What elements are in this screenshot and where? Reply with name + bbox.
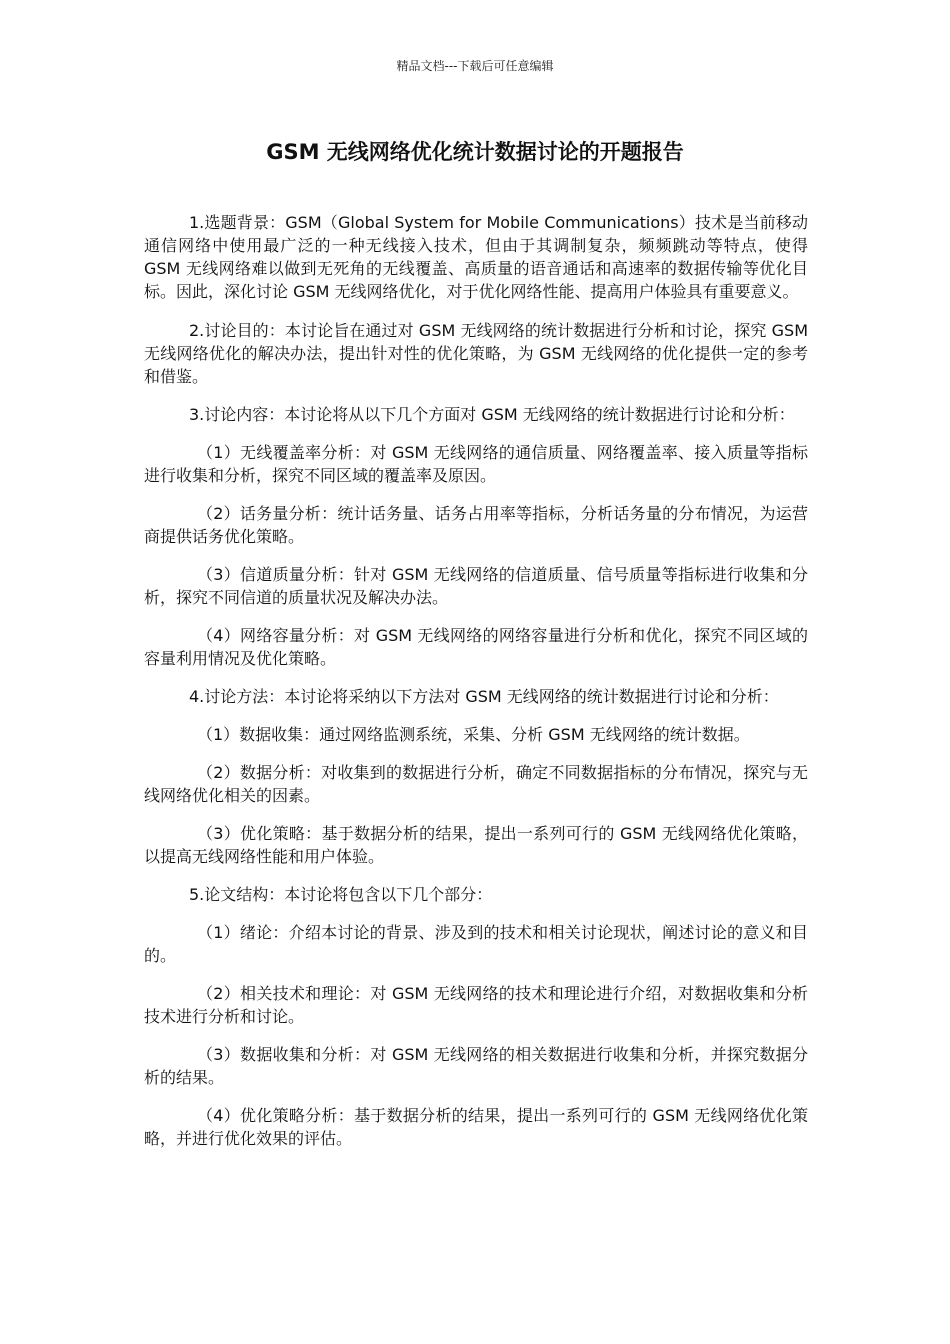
paragraph-content-item-1: （1）无线覆盖率分析：对 GSM 无线网络的通信质量、网络覆盖率、接入质量等指标进行收集和分析，探究不同区域的覆盖率及原因。 bbox=[144, 443, 808, 485]
paragraph-method: 4.讨论方法：本讨论将采纳以下方法对 GSM 无线网络的统计数据进行讨论和分析： bbox=[189, 687, 779, 706]
paragraph-purpose: 2.讨论目的：本讨论旨在通过对 GSM 无线网络的统计数据进行分析和讨论，探究 GSM 无线网络优化的解决办法，提出针对性的优化策略，为 GSM 无线网络的优化提供一定的参考和借鉴。 bbox=[144, 321, 808, 386]
paragraph-content-item-3: （3）信道质量分析：针对 GSM 无线网络的信道质量、信号质量等指标进行收集和分析，探究不同信道的质量状况及解决办法。 bbox=[144, 565, 808, 607]
document-title: GSM 无线网络优化统计数据讨论的开题报告 bbox=[266, 140, 684, 164]
header-note: 精品文档---下载后可任意编辑 bbox=[396, 59, 554, 73]
paragraph-structure-item-1: （1）绪论：介绍本讨论的背景、涉及到的技术和相关讨论现状，阐述讨论的意义和目的。 bbox=[144, 923, 808, 965]
paragraph-background: 1.选题背景：GSM（Global System for Mobile Communications）技术是当前移动通信网络中使用最广泛的一种无线接入技术，但由于其调制复杂，频频跳动等特点，使得 GSM 无线网络难以做到无死角的无线覆盖、高质量的语音通话和高速率的数据传输等优化目标。因此，深化讨论 GSM 无线网络优化，对于优化网络性能、提高用户体验具有重要意义。 bbox=[144, 213, 808, 301]
paragraph-structure-item-3: （3）数据收集和分析：对 GSM 无线网络的相关数据进行收集和分析，并探究数据分析的结果。 bbox=[144, 1045, 808, 1087]
paragraph-structure-item-4: （4）优化策略分析：基于数据分析的结果，提出一系列可行的 GSM 无线网络优化策略，并进行优化效果的评估。 bbox=[144, 1106, 808, 1148]
paragraph-content: 3.讨论内容：本讨论将从以下几个方面对 GSM 无线网络的统计数据进行讨论和分析： bbox=[189, 405, 795, 424]
paragraph-structure-item-2: （2）相关技术和理论：对 GSM 无线网络的技术和理论进行介绍，对数据收集和分析技术进行分析和讨论。 bbox=[144, 984, 808, 1026]
document-body bbox=[144, 211, 808, 1150]
paragraph-content-item-2: （2）话务量分析：统计话务量、话务占用率等指标，分析话务量的分布情况，为运营商提供话务优化策略。 bbox=[144, 504, 808, 546]
paragraph-method-item-1: （1）数据收集：通过网络监测系统，采集、分析 GSM 无线网络的统计数据。 bbox=[197, 725, 750, 744]
paragraph-structure: 5.论文结构：本讨论将包含以下几个部分： bbox=[189, 885, 493, 904]
paragraph-method-item-3: （3）优化策略：基于数据分析的结果，提出一系列可行的 GSM 无线网络优化策略，以提高无线网络性能和用户体验。 bbox=[144, 824, 808, 866]
paragraph-method-item-2: （2）数据分析：对收集到的数据进行分析，确定不同数据指标的分布情况，探究与无线网络优化相关的因素。 bbox=[144, 763, 808, 805]
paragraph-content-item-4: （4）网络容量分析：对 GSM 无线网络的网络容量进行分析和优化，探究不同区域的容量利用情况及优化策略。 bbox=[144, 626, 808, 668]
